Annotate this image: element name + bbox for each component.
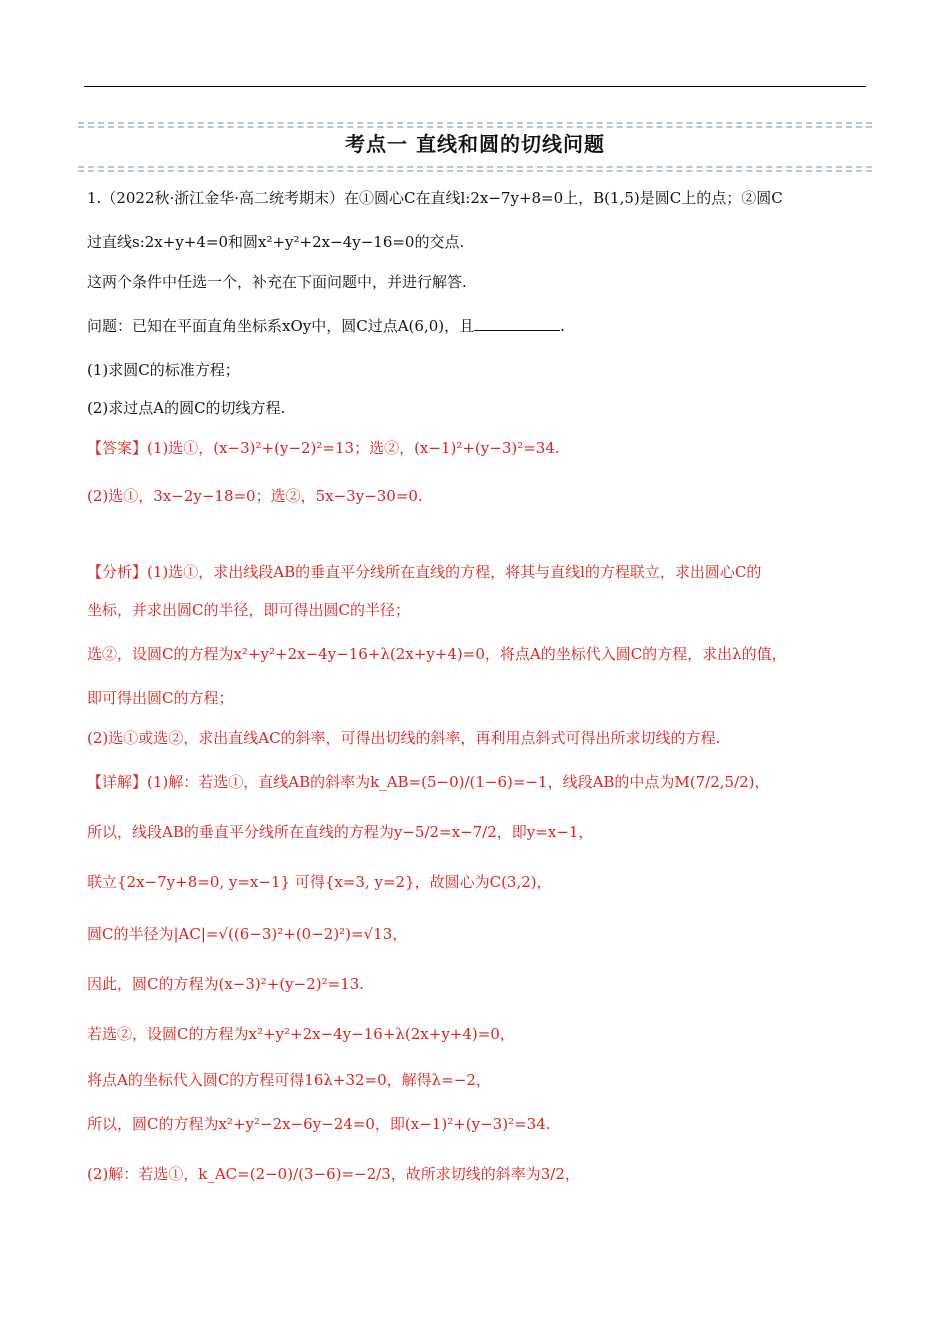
text-line xyxy=(87,770,770,794)
text-line xyxy=(87,1112,551,1136)
text-line xyxy=(87,560,761,584)
line-text: 【分析】(1)选①，求出线段AB的垂直平分线所在直线的方程，将其与直线l的方程联立，求出圆心C的 xyxy=(87,563,762,581)
text-line xyxy=(87,314,565,338)
text-line xyxy=(87,870,552,894)
line-text: 【详解】(1)解：若选①，直线AB的斜率为k_AB=(5−0)/(1−6)=−1，线段AB的中点为M(7/2,5/2)， xyxy=(87,773,770,791)
line-text: (2)选①，3x−2y−18=0；选②，5x−3y−30=0. xyxy=(87,487,423,505)
line-text: 问题：已知在平面直角坐标系xOy中，圆C过点A(6,0)，且 xyxy=(87,317,475,335)
text-line xyxy=(87,484,423,508)
line-text: 坐标，并求出圆C的半径，即可得出圆C的半径； xyxy=(87,601,410,619)
line-text: 因此，圆C的方程为(x−3)²+(y−2)²=13. xyxy=(87,975,365,993)
line-text: 这两个条件中任选一个，补充在下面问题中，并进行解答. xyxy=(87,273,467,291)
text-line xyxy=(87,436,560,460)
text-line xyxy=(87,186,783,210)
line-text: (1)求圆C的标准方程； xyxy=(87,361,240,379)
section-title: 考点一 直线和圆的切线问题 xyxy=(345,132,605,156)
text-line xyxy=(87,396,285,420)
text-line xyxy=(87,820,593,844)
title-border-bottom-2 xyxy=(78,170,872,172)
text-line xyxy=(87,1162,580,1186)
line-text: 联立{2x−7y+8=0, y=x−1} 可得{x=3, y=2}，故圆心为C(3,2)， xyxy=(87,873,552,891)
text-line xyxy=(87,922,407,946)
title-border-top xyxy=(78,122,872,124)
text-line xyxy=(87,642,787,666)
text-line xyxy=(87,1022,515,1046)
text-line xyxy=(87,726,720,750)
period: . xyxy=(560,317,565,335)
text-line xyxy=(87,1068,491,1092)
line-text: 若选②，设圆C的方程为x²+y²+2x−4y−16+λ(2x+y+4)=0， xyxy=(87,1025,515,1043)
line-text: 所以，线段AB的垂直平分线所在直线的方程为y−5/2=x−7/2，即y=x−1， xyxy=(87,823,594,841)
line-text: (2)选①或选②，求出直线AC的斜率，可得出切线的斜率，再利用点斜式可得出所求切线的方程. xyxy=(87,729,721,747)
line-text: 1.（2022秋·浙江金华·高二统考期末）在①圆心C在直线l:2x−7y+8=0上，B(1,5)是圆C上的点；②圆C xyxy=(87,189,783,207)
answer-blank xyxy=(474,316,560,331)
line-text: 将点A的坐标代入圆C的方程可得16λ+32=0，解得λ=−2， xyxy=(87,1071,491,1089)
line-text: 圆C的半径为|AC|=√((6−3)²+(0−2)²)=√13， xyxy=(87,925,408,943)
text-line xyxy=(87,686,233,710)
title-border-bottom xyxy=(78,166,872,168)
text-line xyxy=(87,598,410,622)
line-text: 【答案】(1)选①，(x−3)²+(y−2)²=13；选②，(x−1)²+(y−3)²=34. xyxy=(87,439,560,457)
line-text: (2)解：若选①，k_AC=(2−0)/(3−6)=−2/3，故所求切线的斜率为3/2， xyxy=(87,1165,580,1183)
text-line xyxy=(87,972,364,996)
line-text: 即可得出圆C的方程； xyxy=(87,689,234,707)
line-text: 所以，圆C的方程为x²+y²−2x−6y−24=0，即(x−1)²+(y−3)²=34. xyxy=(87,1115,551,1133)
text-line xyxy=(87,270,467,294)
text-line xyxy=(87,230,464,254)
header-rule xyxy=(84,86,866,87)
line-text: 过直线s:2x+y+4=0和圆x²+y²+2x−4y−16=0的交点. xyxy=(87,233,465,251)
line-text: 选②，设圆C的方程为x²+y²+2x−4y−16+λ(2x+y+4)=0，将点A的坐标代入圆C的方程，求出λ的值， xyxy=(87,645,787,663)
text-line xyxy=(87,358,240,382)
line-text: (2)求过点A的圆C的切线方程. xyxy=(87,399,286,417)
